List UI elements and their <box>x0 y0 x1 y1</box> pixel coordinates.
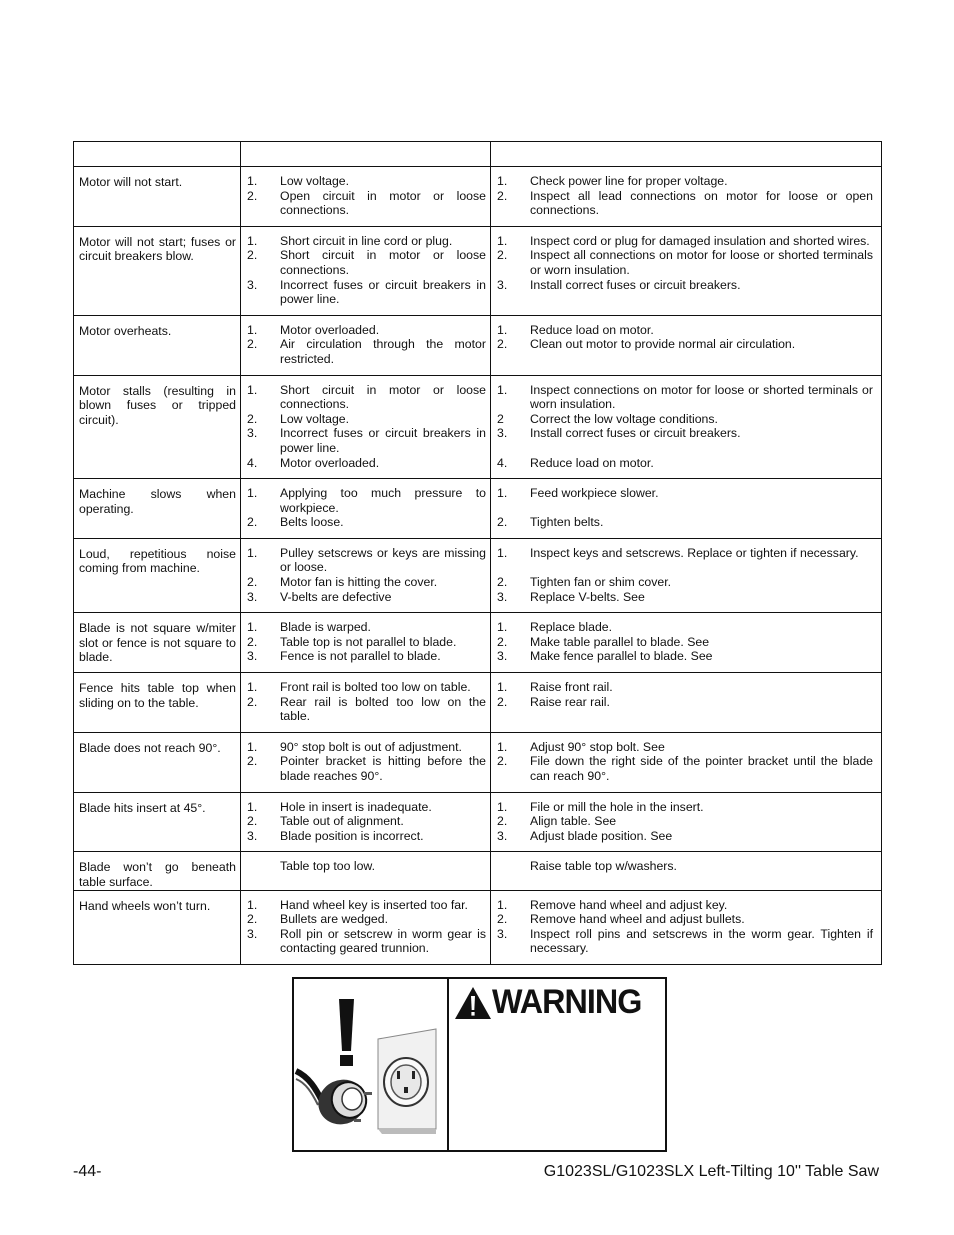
solution-number: 2. <box>497 694 508 709</box>
solution-cell <box>491 167 882 227</box>
solution-cell <box>491 479 882 539</box>
cause-list <box>241 316 490 375</box>
cause-item <box>241 635 490 650</box>
solution-number: 1. <box>497 382 508 397</box>
cause-list <box>241 793 490 852</box>
solution-text: Reduce load on motor. <box>530 455 654 470</box>
cause-item <box>241 927 490 956</box>
cause-list <box>241 167 490 226</box>
cause-list <box>241 852 490 882</box>
solution-text: Align table. See <box>530 814 617 829</box>
cause-list <box>241 539 490 612</box>
cause-item <box>241 412 490 427</box>
solution-number: 1. <box>497 897 508 912</box>
cause-list <box>241 891 490 964</box>
solution-text: Feed workpiece slower. <box>530 486 659 501</box>
solution-item <box>491 337 881 352</box>
solution-text: Raise front rail. <box>530 680 613 695</box>
cause-cell <box>241 613 491 673</box>
cause-item <box>241 800 490 815</box>
cause-number: 2. <box>247 694 258 709</box>
symptom-cell: Motor will not start; fuses or circuit breakers blow. <box>74 226 241 315</box>
solution-text: Raise rear rail. <box>530 694 610 709</box>
cause-number: 1. <box>247 322 258 337</box>
cause-item <box>241 620 490 635</box>
cause-number: 3. <box>247 828 258 843</box>
troubleshooting-table <box>73 141 882 965</box>
cause-item <box>241 248 490 277</box>
solution-list <box>491 376 881 479</box>
cause-item <box>241 337 490 366</box>
cause-item <box>241 278 490 307</box>
cause-number: 1. <box>247 739 258 754</box>
cause-text: Table top too low. <box>280 859 376 874</box>
solution-number: 1. <box>497 620 508 635</box>
solution-number: 2. <box>497 912 508 927</box>
cause-number: 3. <box>247 589 258 604</box>
solution-text: Tighten fan or shim cover. <box>530 575 672 590</box>
cause-item <box>241 898 490 913</box>
cause-item <box>241 754 490 783</box>
cause-item <box>241 174 490 189</box>
solution-cell <box>491 792 882 852</box>
solution-text: Reduce load on motor. <box>530 322 654 337</box>
cause-number: 2. <box>247 248 258 263</box>
cause-item <box>241 829 490 844</box>
cause-text: Blade is warped. <box>280 620 371 635</box>
solution-cell <box>491 890 882 964</box>
solution-text: Clean out motor to provide normal air circulation. <box>530 337 796 352</box>
cause-text: Roll pin or setscrew in worm gear is contacting geared trunnion. <box>280 926 486 956</box>
solution-list <box>491 733 881 792</box>
solution-item <box>491 635 881 650</box>
cause-text: Motor overloaded. <box>280 455 380 470</box>
cause-text: Low voltage. <box>280 174 350 188</box>
solution-item <box>491 927 881 956</box>
warning-triangle-icon <box>454 986 492 1020</box>
solution-item <box>491 859 881 874</box>
solution-number: 4. <box>497 455 508 470</box>
cause-number: 1. <box>247 680 258 695</box>
table-row <box>74 538 882 612</box>
solution-list <box>491 227 881 300</box>
solution-item <box>491 383 881 412</box>
solution-number: 3. <box>497 277 508 292</box>
symptom-cell: Motor will not start. <box>74 167 241 227</box>
solution-cell <box>491 226 882 315</box>
solution-item <box>491 912 881 927</box>
solution-text: Install correct fuses or circuit breakers. <box>530 277 741 292</box>
cause-item <box>241 234 490 249</box>
cause-item <box>241 486 490 515</box>
cause-text: Fence is not parallel to blade. <box>280 649 441 664</box>
cause-item <box>241 426 490 455</box>
solution-item <box>491 814 881 829</box>
symptom-cell: Motor stalls (resulting in blown fuses or tripped circuit). <box>74 375 241 479</box>
table-row <box>74 890 882 964</box>
cause-list <box>241 613 490 672</box>
cause-number: 1. <box>247 545 258 560</box>
solution-text: Make table parallel to blade. See <box>530 634 710 649</box>
symptom-cell: Motor overheats. <box>74 315 241 375</box>
cause-number: 2. <box>247 411 258 426</box>
solution-item <box>491 546 881 561</box>
solution-list <box>491 891 881 964</box>
solution-text: Inspect all lead connections on motor for loose or open connections. <box>530 188 873 218</box>
solution-text: Remove hand wheel and adjust bullets. <box>530 912 745 927</box>
solution-item <box>491 829 881 844</box>
solution-number: 3. <box>497 828 508 843</box>
cause-item <box>241 814 490 829</box>
cause-text: Open circuit in motor or loose connections. <box>280 188 486 218</box>
solution-text: File down the right side of the pointer bracket until the blade can reach 90°. <box>530 754 873 783</box>
cause-number: 1. <box>247 620 258 635</box>
solution-item <box>491 680 881 695</box>
cause-number: 1. <box>247 382 258 397</box>
solution-number: 1. <box>497 545 508 560</box>
solution-item <box>491 234 881 249</box>
solution-list <box>491 539 881 612</box>
solution-text: Raise table top w/washers. <box>530 859 677 874</box>
solution-item <box>491 486 881 501</box>
cause-text: Rear rail is bolted too low on the table. <box>280 694 486 724</box>
table-row <box>74 315 882 375</box>
cause-list <box>241 673 490 732</box>
cause-cell <box>241 732 491 792</box>
solution-text: Adjust blade position. See <box>530 828 673 843</box>
cause-list <box>241 733 490 792</box>
cause-cell <box>241 890 491 964</box>
solution-item <box>491 323 881 338</box>
solution-number: 1. <box>497 486 508 501</box>
solution-number: 2. <box>497 515 508 530</box>
cause-text: Short circuit in motor or loose connections. <box>280 382 486 412</box>
symptom-cell: Hand wheels won’t turn. <box>74 890 241 964</box>
cause-text: Table out of alignment. <box>280 814 404 829</box>
solution-number: 3. <box>497 589 508 604</box>
cause-text: Table top is not parallel to blade. <box>280 634 457 649</box>
solution-number <box>491 859 530 874</box>
solution-list <box>491 793 881 852</box>
solution-number: 2. <box>497 814 508 829</box>
symptom-cell: Blade does not reach 90°. <box>74 732 241 792</box>
header-symptom <box>74 142 241 167</box>
cause-item <box>241 456 490 471</box>
cause-text: Blade position is incorrect. <box>280 828 424 843</box>
solution-item <box>491 800 881 815</box>
solution-text: Inspect connections on motor for loose or shorted terminals or worn insulation. <box>530 382 873 412</box>
cause-number: 1. <box>247 174 258 188</box>
cause-text: Incorrect fuses or circuit breakers in power line. <box>280 426 486 455</box>
solution-cell <box>491 852 882 890</box>
cause-text: Pulley setscrews or keys are missing or loose. <box>280 545 486 575</box>
table-row <box>74 226 882 315</box>
solution-list <box>491 167 881 226</box>
cause-number: 2. <box>247 515 258 530</box>
table-row <box>74 375 882 479</box>
cause-number: 1. <box>247 799 258 814</box>
cause-cell <box>241 538 491 612</box>
table-row <box>74 732 882 792</box>
cause-number: 1. <box>247 233 258 248</box>
cause-item <box>241 740 490 755</box>
cause-cell <box>241 167 491 227</box>
solution-list <box>491 316 881 360</box>
solution-number: 2. <box>497 575 508 590</box>
cause-item <box>241 649 490 664</box>
solution-cell <box>491 375 882 479</box>
cause-number: 1. <box>247 897 258 912</box>
table-row <box>74 613 882 673</box>
solution-item <box>491 456 881 471</box>
solution-number: 2. <box>497 337 508 352</box>
solution-list <box>491 613 881 672</box>
cause-number: 3. <box>247 649 258 664</box>
cause-number: 2. <box>247 575 258 590</box>
solution-text: Inspect keys and setscrews. Replace or tighten if necessary. <box>530 545 859 560</box>
cause-text: Bullets are wedged. <box>280 912 389 927</box>
header-solution <box>491 142 882 167</box>
cause-cell <box>241 315 491 375</box>
solution-list <box>491 479 881 538</box>
solution-item <box>491 590 881 605</box>
table-row <box>74 167 882 227</box>
solution-number: 2. <box>497 754 508 769</box>
cause-item <box>241 323 490 338</box>
solution-text: Inspect cord or plug for damaged insulation and shorted wires. <box>530 233 870 248</box>
solution-cell <box>491 673 882 733</box>
solution-number: 2. <box>497 248 508 263</box>
model-title: G1023SL/G1023SLX Left-Tilting 10'' Table Saw <box>543 1163 879 1180</box>
solution-item <box>491 412 881 427</box>
symptom-cell: Blade is not square w/miter slot or fence is not square to blade. <box>74 613 241 673</box>
solution-cell <box>491 538 882 612</box>
warning-title <box>454 983 649 1022</box>
cause-item <box>241 590 490 605</box>
cause-cell <box>241 479 491 539</box>
solution-number: 3. <box>497 426 508 441</box>
cause-item <box>241 680 490 695</box>
cause-text: Pointer bracket is hitting before the blade reaches 90°. <box>280 754 486 783</box>
solution-item <box>491 575 881 590</box>
cause-list <box>241 479 490 538</box>
spacer <box>491 441 881 456</box>
solution-number: 1. <box>497 799 508 814</box>
cause-number: 2. <box>247 188 258 203</box>
cause-text: Short circuit in motor or loose connections. <box>280 248 486 277</box>
solution-number: 1. <box>497 322 508 337</box>
cause-text: Motor fan is hitting the cover. <box>280 575 438 590</box>
solution-text: Make fence parallel to blade. See <box>530 649 713 664</box>
symptom-cell: Blade won’t go beneath table surface. <box>74 852 241 890</box>
solution-text: Adjust 90° stop bolt. See <box>530 739 665 754</box>
solution-text: Inspect roll pins and setscrews in the worm gear. Tighten if necessary. <box>530 926 873 956</box>
cause-text: V-belts are defective <box>280 589 392 604</box>
solution-item <box>491 189 881 218</box>
solution-item <box>491 248 881 277</box>
symptom-cell: Blade hits insert at 45°. <box>74 792 241 852</box>
cause-number: 2. <box>247 754 258 769</box>
solution-item <box>491 754 881 783</box>
cause-number: 2. <box>247 912 258 927</box>
cause-number: 2. <box>247 634 258 649</box>
cause-cell <box>241 852 491 890</box>
solution-text: Install correct fuses or circuit breakers. <box>530 426 741 441</box>
cause-cell <box>241 226 491 315</box>
solution-item <box>491 174 881 189</box>
cause-item <box>241 383 490 412</box>
solution-text: Correct the low voltage conditions. <box>530 411 718 426</box>
solution-item <box>491 426 881 441</box>
page-number: -44- <box>73 1163 102 1180</box>
solution-item <box>491 740 881 755</box>
solution-text: Check power line for proper voltage. <box>530 174 728 188</box>
warning-box <box>292 977 667 1152</box>
cause-cell <box>241 673 491 733</box>
table-row <box>74 852 882 890</box>
cause-text: Incorrect fuses or circuit breakers in power line. <box>280 277 486 307</box>
solution-number: 2. <box>497 634 508 649</box>
cause-number: 1. <box>247 486 258 501</box>
cause-number: 2. <box>247 814 258 829</box>
cause-text: Belts loose. <box>280 515 344 530</box>
cause-text: 90° stop bolt is out of adjustment. <box>280 739 462 754</box>
solution-text: Replace blade. <box>530 620 613 635</box>
cause-item <box>241 575 490 590</box>
table-header-row <box>74 142 882 167</box>
cause-item <box>241 859 490 874</box>
cause-cell <box>241 792 491 852</box>
cause-number: 3. <box>247 426 258 441</box>
table-row <box>74 673 882 733</box>
solution-text: Tighten belts. <box>530 515 604 530</box>
cause-text: Hole in insert is inadequate. <box>280 799 432 814</box>
solution-number: 1. <box>497 174 508 188</box>
solution-text: Replace V-belts. See <box>530 589 645 604</box>
cause-text: Applying too much pressure to workpiece. <box>280 486 486 515</box>
cause-item <box>241 515 490 530</box>
symptom-cell: Fence hits table top when sliding on to the table. <box>74 673 241 733</box>
cause-item <box>241 546 490 575</box>
symptom-cell: Machine slows when operating. <box>74 479 241 539</box>
cause-text: Short circuit in line cord or plug. <box>280 233 453 248</box>
warning-title-text: WARNING <box>492 983 642 1021</box>
spacer <box>491 560 881 575</box>
cause-number: 3. <box>247 926 258 941</box>
solution-number: 1. <box>497 233 508 248</box>
cause-item <box>241 695 490 724</box>
solution-list <box>491 673 881 717</box>
solution-item <box>491 649 881 664</box>
cause-text: Hand wheel key is inserted too far. <box>280 897 468 912</box>
cause-number: 3. <box>247 277 258 292</box>
cause-list <box>241 227 490 315</box>
solution-item <box>491 278 881 293</box>
cause-number: 2. <box>247 337 258 352</box>
solution-number: 2. <box>497 188 508 203</box>
header-cause <box>241 142 491 167</box>
solution-item <box>491 515 881 530</box>
solution-item <box>491 898 881 913</box>
cause-item <box>241 912 490 927</box>
solution-cell <box>491 315 882 375</box>
cause-text: Low voltage. <box>280 411 350 426</box>
cause-list <box>241 376 490 479</box>
cause-number <box>241 859 280 874</box>
cause-text: Motor overloaded. <box>280 322 380 337</box>
symptom-cell: Loud, repetitious noise coming from machine. <box>74 538 241 612</box>
cause-item <box>241 189 490 218</box>
solution-item <box>491 695 881 710</box>
table-row <box>74 792 882 852</box>
solution-item <box>491 620 881 635</box>
spacer <box>491 501 881 516</box>
cause-number: 4. <box>247 455 258 470</box>
solution-number: 1. <box>497 680 508 695</box>
solution-cell <box>491 613 882 673</box>
solution-list <box>491 852 881 882</box>
solution-number: 3. <box>497 649 508 664</box>
solution-cell <box>491 732 882 792</box>
cause-cell <box>241 375 491 479</box>
cause-text: Front rail is bolted too low on table. <box>280 680 471 695</box>
solution-number: 2 <box>497 411 504 426</box>
unplug-power-cord-icon <box>294 979 449 1150</box>
solution-number: 1. <box>497 739 508 754</box>
solution-text: Inspect all connections on motor for loose or shorted terminals or worn insulation. <box>530 248 873 277</box>
solution-number: 3. <box>497 926 508 941</box>
table-row <box>74 479 882 539</box>
solution-text: Remove hand wheel and adjust key. <box>530 897 728 912</box>
cause-text: Air circulation through the motor restricted. <box>280 337 486 366</box>
solution-text: File or mill the hole in the insert. <box>530 799 704 814</box>
